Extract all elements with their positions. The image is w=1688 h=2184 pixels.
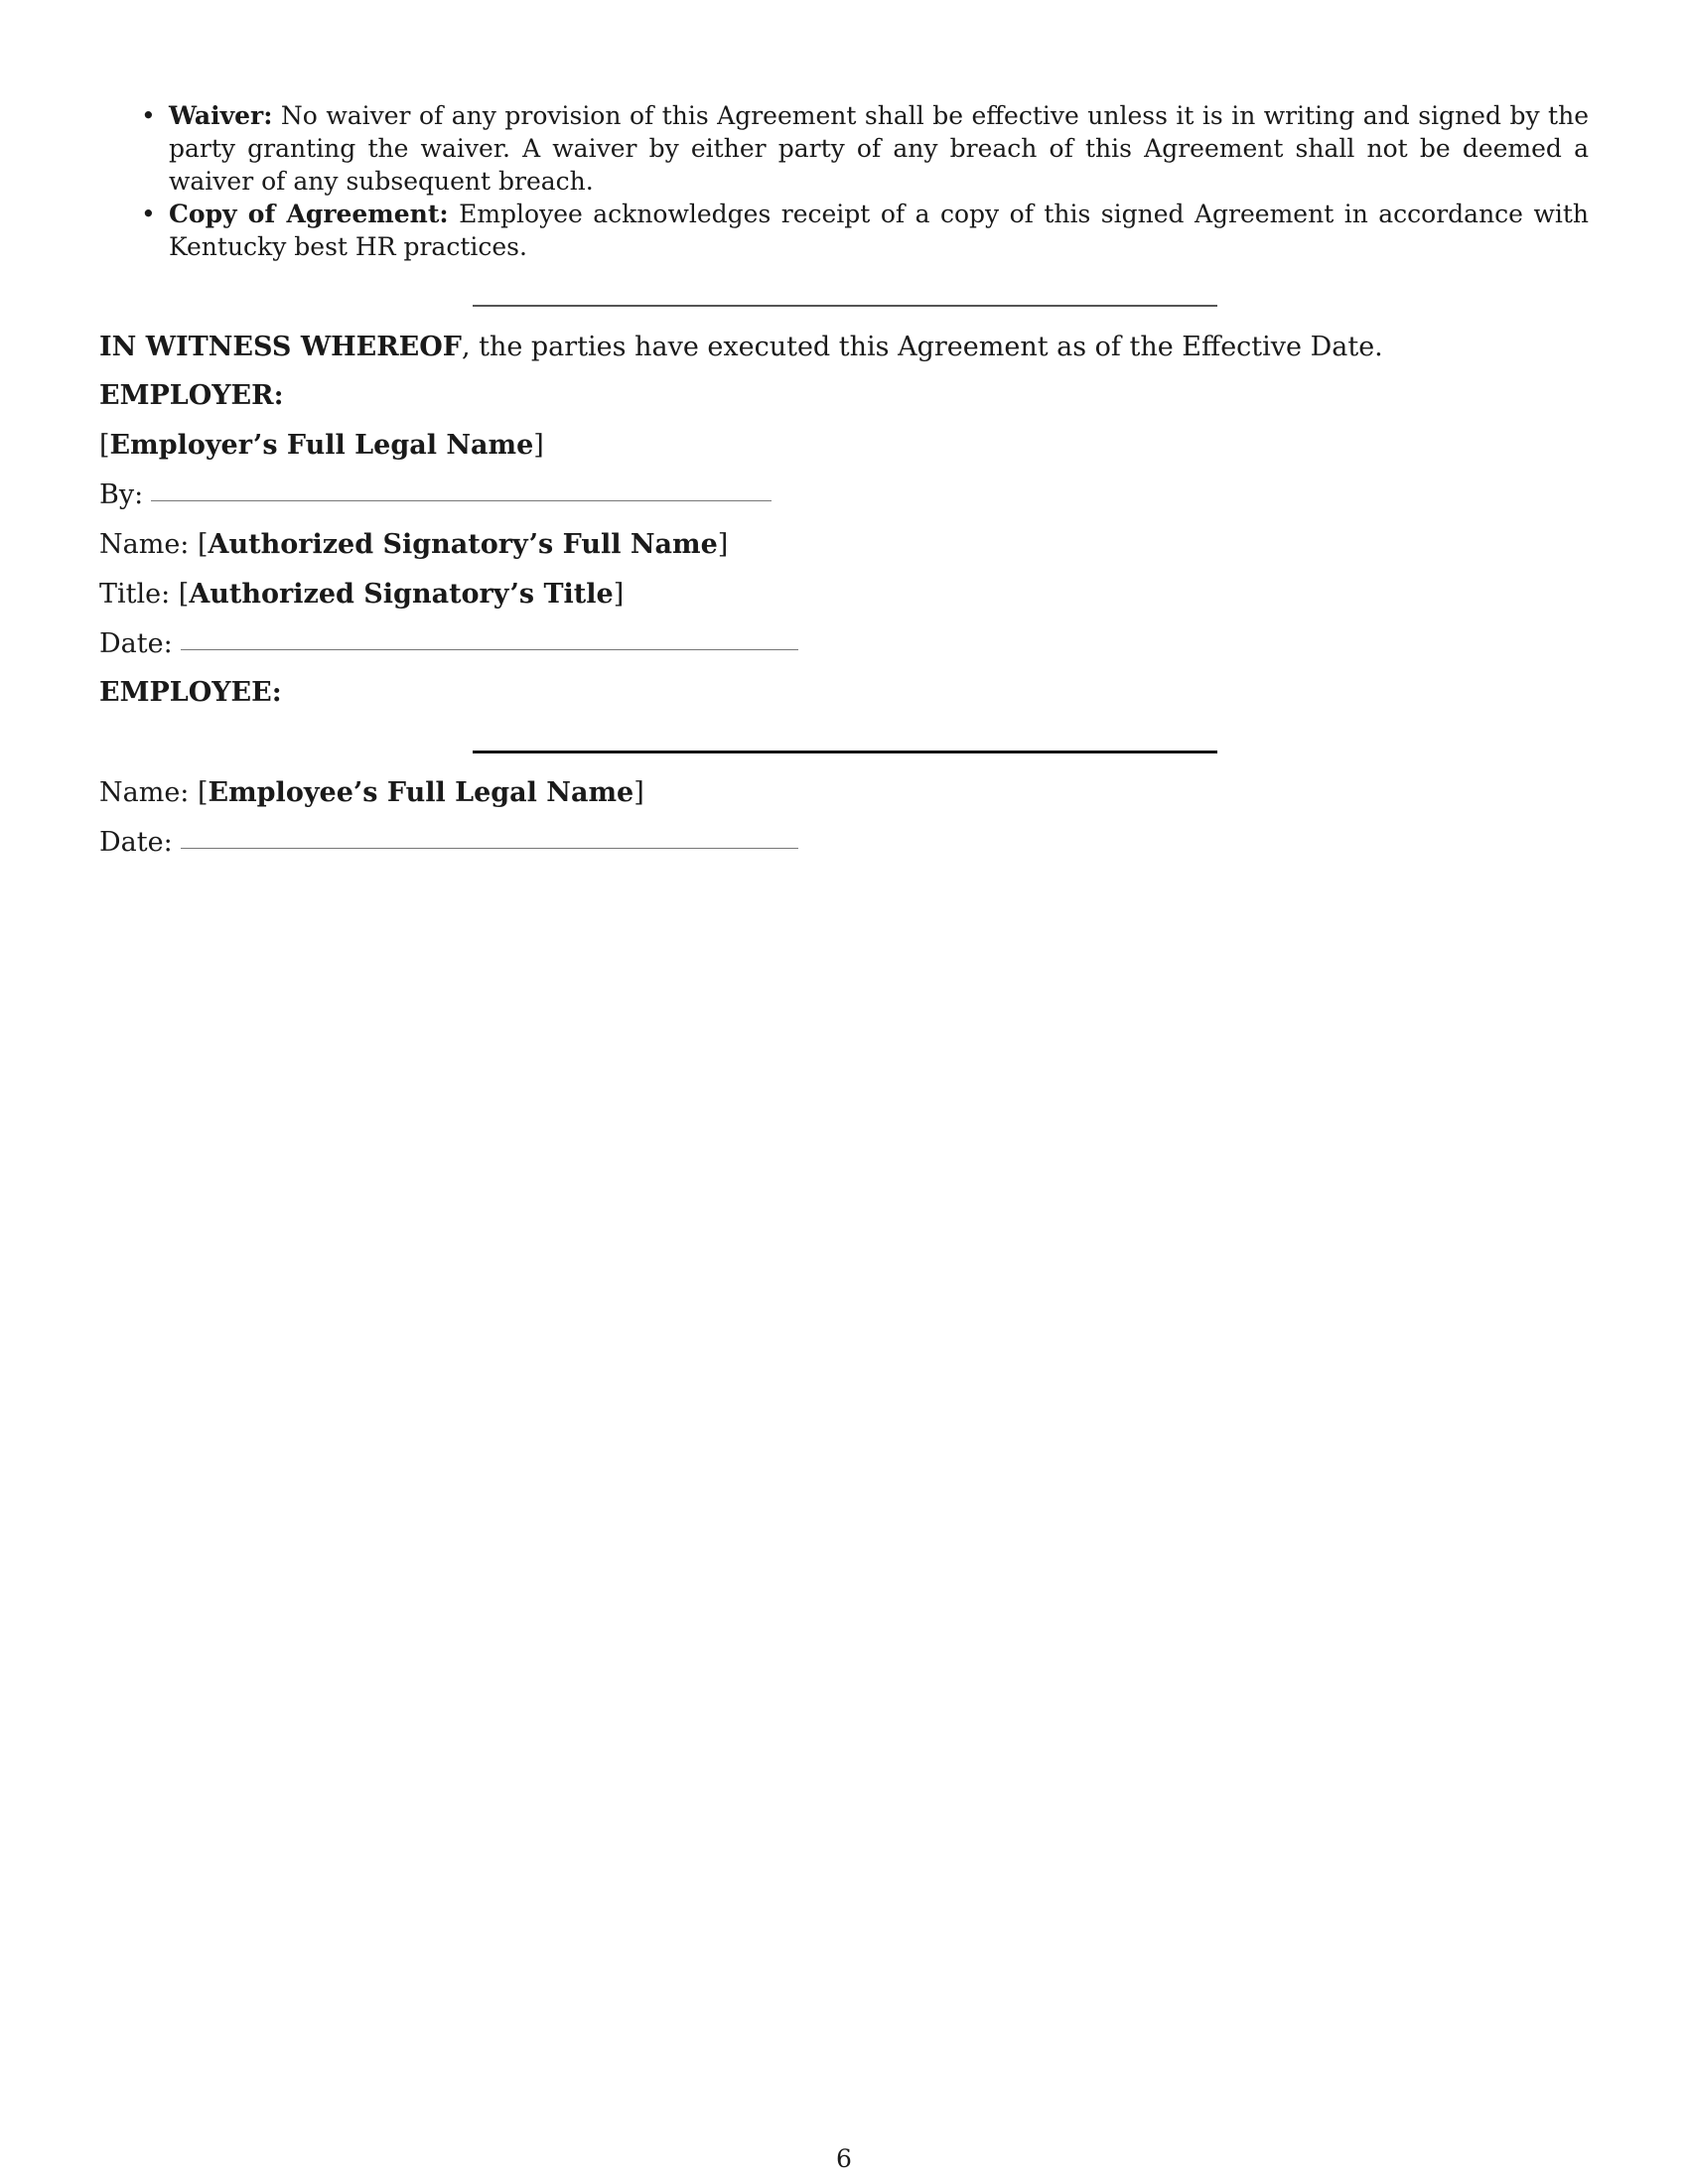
signatory-name-placeholder: Authorized Signatory’s Full Name (208, 529, 718, 560)
employer-name-line: Name: [Authorized Signatory’s Full Name] (99, 529, 729, 560)
employer-signature-blank[interactable] (151, 499, 772, 501)
witness-statement (99, 331, 1383, 364)
clause-text: No waiver of any provision of this Agreement shall be effective unless it is in writing and signed by the party granting the waiver. A waiver by either party of any breach of this Agreement shall not be deemed a waiver of any subsequent breach. (169, 101, 1589, 196)
employer-legal-name-placeholder: Employer’s Full Legal Name (109, 430, 534, 461)
name-label: Name: (99, 529, 190, 560)
clause-waiver (141, 99, 1589, 198)
employer-legal-name: [Employer’s Full Legal Name] (99, 430, 544, 461)
employee-date-blank[interactable] (181, 847, 798, 849)
clause-heading: Waiver: (169, 101, 273, 130)
clause-list (141, 99, 1589, 263)
employer-heading: EMPLOYER: (99, 380, 284, 411)
page-number: 6 (836, 2144, 852, 2173)
section-divider (473, 305, 1217, 307)
employee-name-placeholder: Employee’s Full Legal Name (208, 777, 634, 808)
title-label: Title: (99, 579, 171, 610)
employee-heading: EMPLOYEE: (99, 677, 282, 708)
clause-heading: Copy of Agreement: (169, 200, 449, 228)
employer-title-line: Title: [Authorized Signatory’s Title] (99, 579, 625, 610)
date-label: Date: (99, 628, 173, 659)
employer-date-blank[interactable] (181, 648, 798, 650)
employee-date-line (99, 826, 798, 860)
date-label: Date: (99, 827, 173, 858)
signatory-title-placeholder: Authorized Signatory’s Title (189, 579, 614, 610)
witness-rest: , the parties have executed this Agreement as of the Effective Date. (461, 332, 1383, 362)
employee-name-line: Name: [Employee’s Full Legal Name] (99, 777, 644, 808)
name-label: Name: (99, 777, 190, 808)
employer-by-line (99, 478, 772, 512)
employee-signature-line[interactable] (473, 751, 1217, 753)
witness-lead: IN WITNESS WHEREOF (99, 332, 462, 362)
employer-date-line (99, 627, 798, 661)
by-label: By: (99, 479, 144, 510)
clause-text: Employee acknowledges receipt of a copy of this signed Agreement in accordance with Kentucky best HR practices. (169, 200, 1589, 261)
clause-copy-of-agreement (141, 198, 1589, 263)
